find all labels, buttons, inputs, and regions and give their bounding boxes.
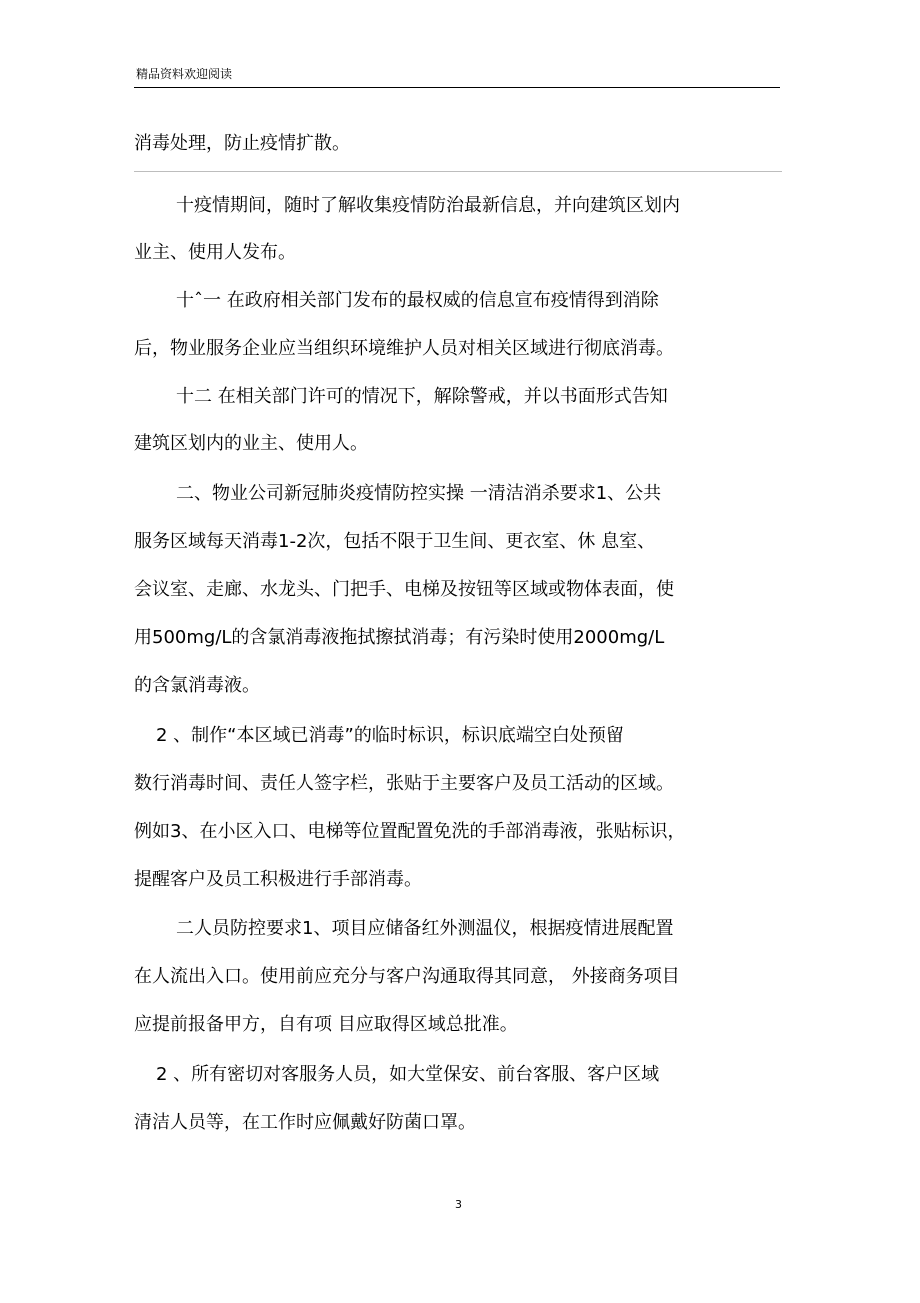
body-line: 数行消毒时间、责任人签字栏，张贴于主要客户及员工活动的区域。 xyxy=(134,773,674,794)
body-line: 提醒客户及员工积极进行手部消毒。 xyxy=(134,869,422,890)
body-line: 十疫情期间，随时了解收集疫情防治最新信息，并向建筑区划内 xyxy=(176,195,680,216)
page-header: 精品资料欢迎阅读 xyxy=(136,67,233,81)
body-line: 十ˆ一 在政府相关部门发布的最权威的信息宣布疫情得到消除 xyxy=(176,290,659,311)
body-line: 2 、制作“本区域已消毒”的临时标识，标识底端空白处预留 xyxy=(156,725,624,746)
body-line: 例如3、在小区入口、电梯等位置配置免洗的手部消毒液，张贴标识， xyxy=(134,821,686,842)
body-line: 服务区域每天消毒1-2次，包括不限于卫生间、更衣室、休 息室、 xyxy=(134,531,656,552)
body-line: 建筑区划内的业主、使用人。 xyxy=(134,433,368,454)
body-line: 在人流出入口。使用前应充分与客户沟通取得其同意， 外接商务项目 xyxy=(134,966,680,987)
body-line: 二、物业公司新冠肺炎疫情防控实操 一清洁消杀要求1、公共 xyxy=(176,483,662,504)
body-line: 用500mg/L的含氯消毒液拖拭擦拭消毒；有污染时使用2000mg/L xyxy=(134,627,665,648)
page-number: 3 xyxy=(455,1198,462,1211)
body-line: 的含氯消毒液。 xyxy=(134,675,260,696)
body-line: 二人员防控要求1、项目应储备红外测温仪，根据疫情进展配置 xyxy=(176,918,674,939)
body-line: 应提前报备甲方，自有项 目应取得区域总批准。 xyxy=(134,1014,518,1035)
body-line: 消毒处理，防止疫情扩散。 xyxy=(134,133,350,154)
body-line: 后，物业服务企业应当组织环境维护人员对相关区域进行彻底消毒。 xyxy=(134,338,674,359)
header-divider xyxy=(134,87,780,88)
body-line: 十二 在相关部门许可的情况下，解除警戒，并以书面形式告知 xyxy=(176,386,668,407)
body-line: 清洁人员等，在工作时应佩戴好防菌口罩。 xyxy=(134,1112,476,1133)
body-line: 会议室、走廊、水龙头、门把手、电梯及按钮等区域或物体表面，使 xyxy=(134,579,674,600)
section-divider xyxy=(134,171,782,172)
body-line: 业主、使用人发布。 xyxy=(134,242,296,263)
body-line: 2 、所有密切对客服务人员，如大堂保安、前台客服、客户区域 xyxy=(156,1064,660,1085)
